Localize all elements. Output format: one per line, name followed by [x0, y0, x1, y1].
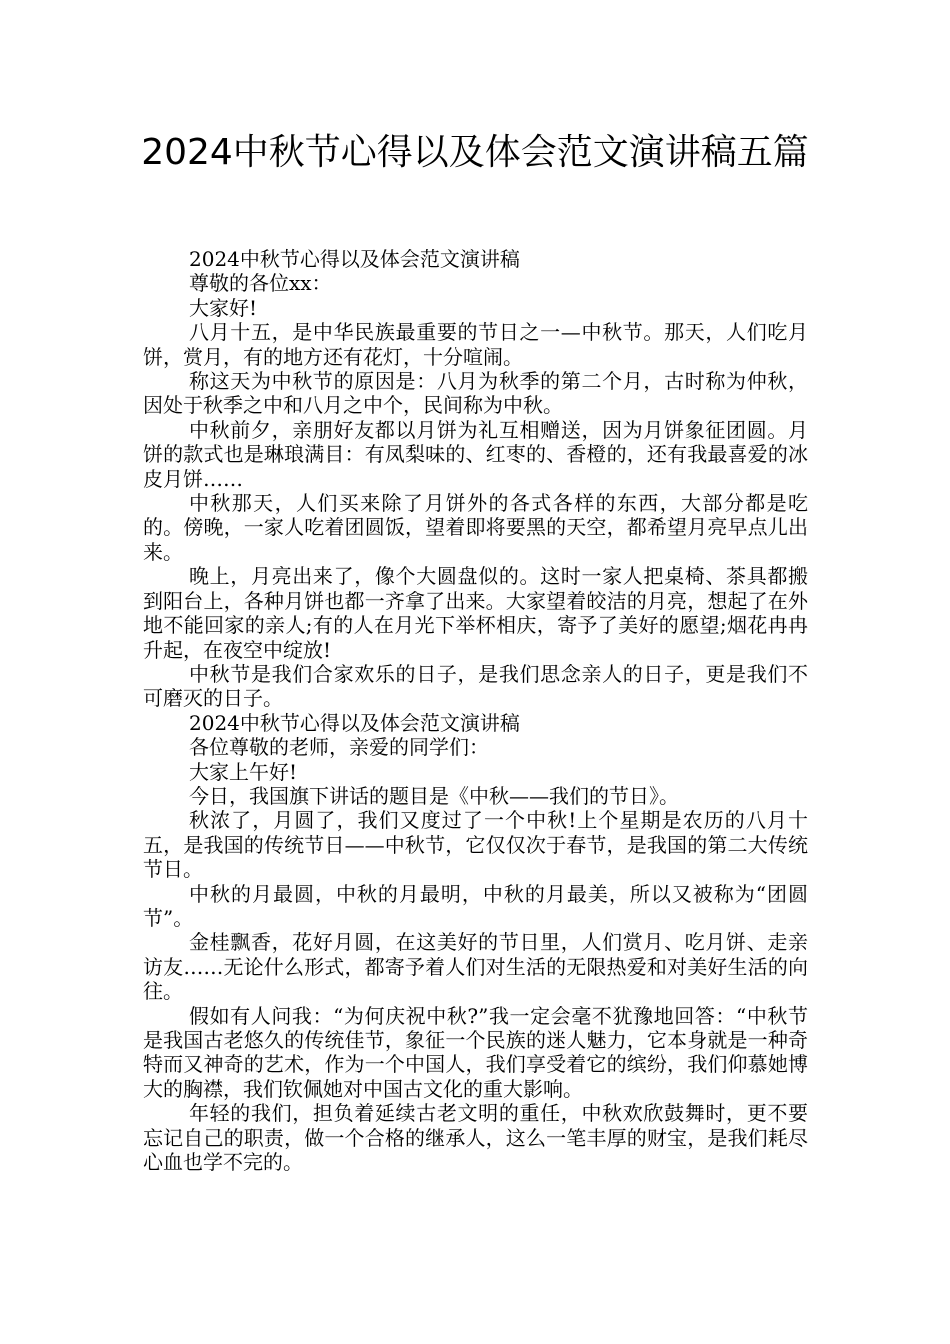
paragraph: 八月十五，是中华民族最重要的节日之一—中秋节。那天，人们吃月饼，赏月，有的地方还有花灯，十分喧闹。 — [143, 320, 808, 369]
greeting-2: 大家上午好! — [189, 759, 298, 784]
paragraph: 中秋的月最圆，中秋的月最明，中秋的月最美，所以又被称为“团圆节”。 — [143, 881, 808, 930]
salutation-1: 尊敬的各位xx： — [189, 271, 332, 296]
document-body — [143, 247, 808, 1174]
paragraph: 金桂飘香，花好月圆，在这美好的节日里，人们赏月、吃月饼、走亲访友……无论什么形式，都寄予着人们对生活的无限热爱和对美好生活的向往。 — [143, 930, 808, 1004]
greeting-1: 大家好! — [189, 295, 258, 320]
paragraph: 中秋前夕，亲朋好友都以月饼为礼互相赠送，因为月饼象征团圆。月饼的款式也是琳琅满目：有凤梨味的、红枣的、香橙的，还有我最喜爱的冰皮月饼…… — [143, 417, 808, 491]
subheading-1: 2024中秋节心得以及体会范文演讲稿 — [189, 247, 520, 271]
salutation-2: 各位尊敬的老师，亲爱的同学们： — [189, 735, 489, 760]
document-title: 2024中秋节心得以及体会范文演讲稿五篇 — [141, 132, 809, 173]
paragraph: 晚上，月亮出来了，像个大圆盘似的。这时一家人把桌椅、茶具都搬到阳台上，各种月饼也都一齐拿了出来。大家望着皎洁的月亮，想起了在外地不能回家的亲人;有的人在月光下举杯相庆，寄予了美好的愿望;烟花冉冉升起，在夜空中绽放! — [143, 564, 808, 662]
paragraph: 称这天为中秋节的原因是：八月为秋季的第二个月，古时称为仲秋，因处于秋季之中和八月之中个，民间称为中秋。 — [143, 369, 808, 418]
paragraph: 假如有人问我：“为何庆祝中秋?”我一定会毫不犹豫地回答：“中秋节是我国古老悠久的传统佳节，象征一个民族的迷人魅力，它本身就是一种奇特而又神奇的艺术，作为一个中国人，我们享受着它的缤纷，我们仰慕她博大的胸襟，我们钦佩她对中国古文化的重大影响。 — [143, 1003, 808, 1101]
subheading-2: 2024中秋节心得以及体会范文演讲稿 — [189, 710, 520, 735]
paragraph: 中秋那天，人们买来除了月饼外的各式各样的东西，大部分都是吃的。傍晚，一家人吃着团圆饭，望着即将要黑的天空，都希望月亮早点儿出来。 — [143, 491, 808, 564]
paragraph: 秋浓了，月圆了，我们又度过了一个中秋!上个星期是农历的八月十五，是我国的传统节日——中秋节，它仅仅次于春节，是我国的第二大传统节日。 — [143, 808, 808, 882]
paragraph: 中秋节是我们合家欢乐的日子，是我们思念亲人的日子，更是我们不可磨灭的日子。 — [143, 661, 808, 711]
paragraph: 年轻的我们，担负着延续古老文明的重任，中秋欢欣鼓舞时，更不要忘记自己的职责，做一个合格的继承人，这么一笔丰厚的财宝，是我们耗尽心血也学不完的。 — [143, 1101, 808, 1175]
paragraph: 今日，我国旗下讲话的题目是《中秋——我们的节日》。 — [189, 783, 679, 808]
